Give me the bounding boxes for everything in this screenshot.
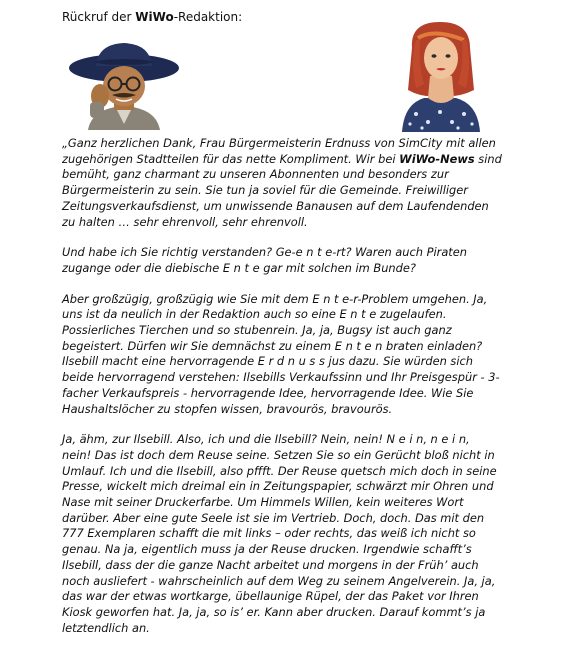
letter-paragraph-3: Aber großzügig, großzügig wie Sie mit dem E n t e-r-Problem umgehen. Ja, uns ist da neulich in der Redaktion auch so eine E n t e zugelaufen. Possierliches Tierchen und so stubenrein. Ja, ja, Bugsy ist auch ganz begeistert. Dürfen wir Sie demnächst zu einem E n t e n braten einladen? Ilsebill macht eine hervorragende E r d n u s s jus dazu. Sie würden sich beide hervorragend verstehen: Ilsebills Verkaufssinn und Ihr Preisgespür - 3-facher Verkaufspreis - hervorragende Idee, hervorragende Idee. Wie Sie Haushaltslöcher zu stopfen wissen, bravourös, bravourös. [62,291,500,416]
letter-text [62,136,502,651]
woman-portrait-illustration [394,18,488,132]
header-prefix: Rückruf der [62,10,136,24]
header-brand: WiWo [135,10,174,24]
man-with-hat-portrait [66,38,182,130]
man-portrait-illustration [66,38,182,130]
p1-text-b: sind bemüht, ganz charmant zu unseren Abonnenten und besonders zur Bürgermeisterin zu sein. Sie tun ja soviel für die Gemeinde. Freiwilliger Zeitungsverkaufsdienst, um unwissende Banausen auf dem Laufendenden zu halten … sehr ehrenvoll, sehr ehrenvoll. [62,151,502,229]
red-haired-woman-portrait [394,18,488,132]
letter-paragraph-2: Und habe ich Sie richtig verstanden? Ge-e n t e-rt? Waren auch Piraten zugange oder die diebische E n t e gar mit solchen im Bunde? [62,245,468,275]
letter-paragraph-4: Ja, ähm, zur Ilsebill. Also, ich und die Ilsebill? Nein, nein! N e i n, n e i n, nein! Das ist doch dem Reuse seine. Setzen Sie so ein Gerücht bloß nicht in Umlauf. Ich und die Ilsebill, also pffft. Der Reuse quetsch mich doch in seine Presse, wickelt mich dreimal ein in Zeitungspapier, schwärzt mir Ohren und Nase mit seiner Druckerfarbe. Um Himmels Willen, kein weiteres Wort darüber. Aber eine gute Seele ist sie im Vertrieb. Doch, doch. Das mit den 777 Exemplaren schafft die mit links – oder rechts, das weiß ich nicht so genau. Na ja, eigentlich muss ja der Reuse drucken. Irgendwie schafft’s Ilsebill, dass der die ganze Nacht arbeitet und morgens in der Früh’ auch noch ausliefert - wahrscheinlich auf dem Weg zu seinem Angelverein. Ja, ja, das war der etwas wortkarge, übellaunige Rüpel, der das Paket vor Ihren Kiosk geworfen hat. Ja, ja, so is’ er. Kann aber drucken. Darauf kommt’s ja letztendlich an. [62,432,497,635]
header-line [62,9,242,25]
header-suffix: -Redaktion: [173,10,243,24]
letter-paragraph-1 [62,136,502,230]
p1-text-a: „Ganz herzlichen Dank, Frau Bürgermeisterin Erdnuss von SimCity mit allen zugehörigen Stadtteilen für das nette Kompliment. Wir bei [62,136,496,166]
p1-brand: WiWo-News [399,151,475,166]
